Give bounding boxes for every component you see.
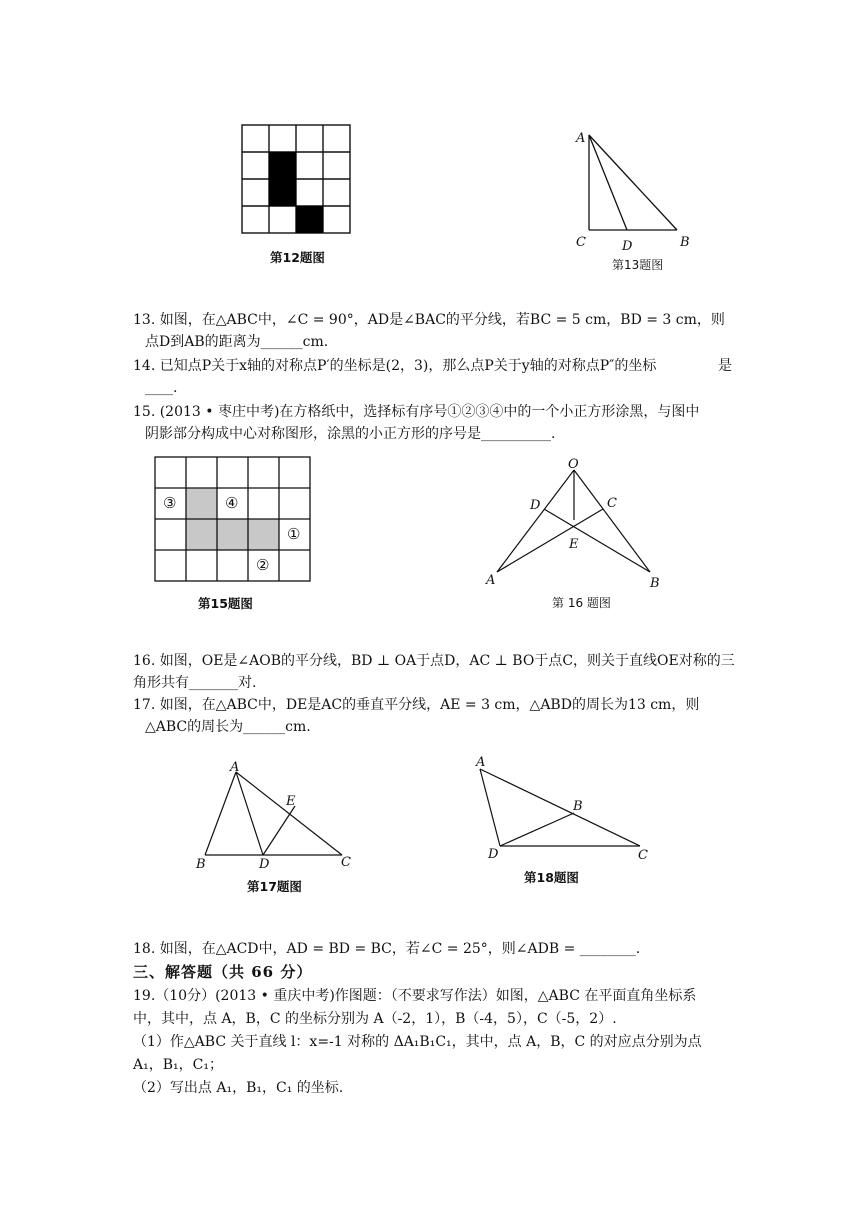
q13-line-2: 点D到AB的距离为______cm. <box>145 334 329 350</box>
fig13-label-a: A <box>576 131 586 146</box>
fig13-label-c: C <box>576 235 586 250</box>
q15-line-2: 阴影部分构成中心对称图形，涂黑的小正方形的序号是__________. <box>145 426 556 442</box>
fig18-label-b: B <box>573 799 583 814</box>
q14-is: 是 <box>718 358 732 374</box>
q19-line-1: 19.（10分）(2013 • 重庆中考)作图题：（不要求写作法）如图，△ABC 在平面直角坐标系 <box>133 988 697 1004</box>
fig18-segment-db <box>500 813 574 846</box>
fig13-caption: 第13题图 <box>612 258 664 272</box>
fig16-label-d: D <box>530 498 541 513</box>
fig18-side-ad <box>480 769 500 846</box>
q17-line-1: 17. 如图，在△ABC中，DE是AC的垂直平分线，AE = 3 cm，△ABD的周长为13 cm，则 <box>133 697 700 713</box>
fig16-caption: 第 16 题图 <box>552 596 611 610</box>
q14-line-1: 14. 已知点P关于x轴的对称点P′的坐标是(2，3)，那么点P关于y轴的对称点P″的坐标 <box>133 358 657 374</box>
fig13-label-d: D <box>622 239 633 254</box>
fig18-label-c: C <box>638 848 648 863</box>
fig15-caption: 第15题图 <box>198 596 253 611</box>
fig18-label-d: D <box>488 847 499 862</box>
q17-line-2: △ABC的周长为______cm. <box>145 719 311 735</box>
fig17-label-a: A <box>230 760 240 775</box>
q19-line-5: （2）写出点 A₁，B₁，C₁ 的坐标. <box>133 1080 344 1096</box>
fig17-label-b: B <box>196 857 206 872</box>
q15-line-1: 15. (2013 • 枣庄中考)在方格纸中，选择标有序号①②③④中的一个小正方形涂黑，与图中 <box>133 404 700 420</box>
fig17-label-c: C <box>341 855 351 870</box>
fig16-label-c: C <box>607 496 617 511</box>
fig13-label-b: B <box>680 235 690 250</box>
fig15-mark-4: ④ <box>225 494 239 512</box>
fig17-label-d: D <box>259 857 270 872</box>
fig16-label-b: B <box>650 576 660 591</box>
fig12-caption: 第12题图 <box>270 250 325 265</box>
fig18-label-a: A <box>476 755 486 770</box>
fig16-label-o: O <box>568 457 579 472</box>
fig16-label-a: A <box>486 573 496 588</box>
fig18-side-ac <box>480 769 640 846</box>
q18-line-1: 18. 如图，在△ACD中，AD = BD = BC，若∠C = 25°，则∠ADB = ________. <box>133 941 641 957</box>
q19-line-3: （1）作△ABC 关于直线 l：x=-1 对称的 ΔA₁B₁C₁，其中，点 A，B，C 的对应点分别为点 <box>133 1034 702 1050</box>
q16-line-2: 角形共有_______对. <box>133 675 257 691</box>
fig18-caption: 第18题图 <box>524 870 579 885</box>
fig15-mark-1: ① <box>287 525 301 543</box>
section-3-title: 三、解答题（共 66 分） <box>133 963 313 981</box>
fig15-mark-3: ③ <box>163 494 177 512</box>
q19-line-4: A₁，B₁，C₁； <box>133 1057 223 1073</box>
q19-line-2: 中，其中，点 A，B，C 的坐标分别为 A（-2，1），B（-4，5），C（-5，2）. <box>133 1011 617 1027</box>
q13-line-1: 13. 如图，在△ABC中，∠C = 90°，AD是∠BAC的平分线，若BC = 5 cm，BD = 3 cm，则 <box>133 312 725 328</box>
fig17-label-e: E <box>286 794 296 809</box>
q16-line-1: 16. 如图，OE是∠AOB的平分线，BD ⊥ OA于点D，AC ⊥ BO于点C，则关于直线OE对称的三 <box>133 653 735 669</box>
fig16-label-e: E <box>569 537 579 552</box>
fig17-caption: 第17题图 <box>247 879 302 894</box>
q14-line-2: ____. <box>145 380 178 396</box>
fig15-mark-2: ② <box>256 556 270 574</box>
